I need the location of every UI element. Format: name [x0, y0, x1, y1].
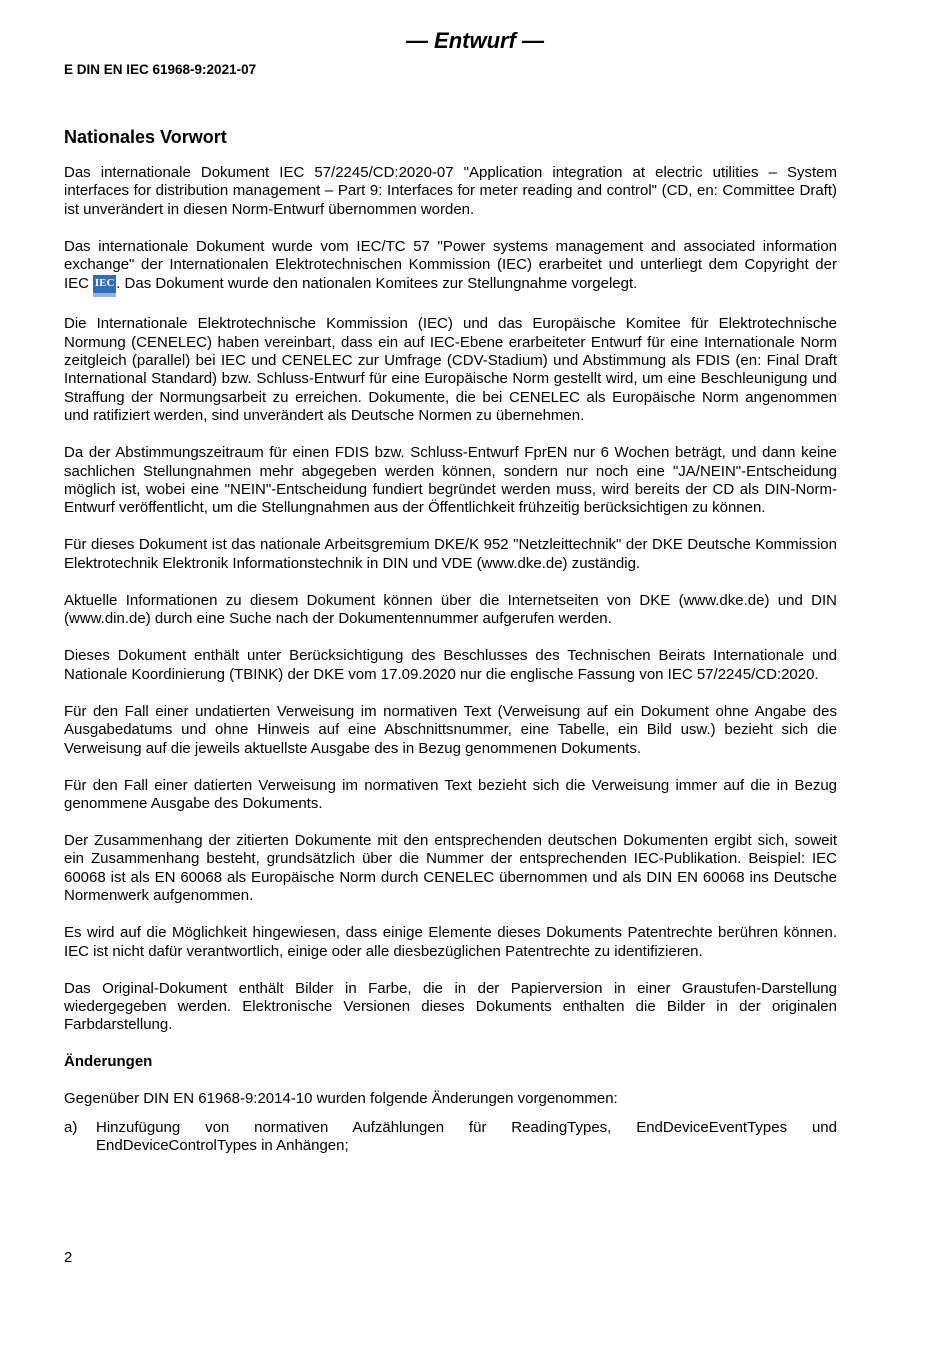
paragraph-2-text-start: Das internationale Dokument wurde vom IEC/TC 57 "Power systems management and associated information exchange" der Internationalen Elektrotechnischen Kommission (IEC) erarbeitet und unterliegt dem Copyright der IEC	[64, 237, 837, 292]
paragraph-11: Es wird auf die Möglichkeit hingewiesen, dass einige Elemente dieses Dokuments Patentrechte berühren können. IEC ist nicht dafür verantwortlich, einige oder alle diesbezüglichen Patentrechte zu identifizieren.	[64, 924, 837, 960]
paragraph-12: Das Original-Dokument enthält Bilder in Farbe, die in der Papierversion in einer Graustufen-Darstellung wiedergegeben werden. Elektronische Versionen dieses Dokuments enthalten die Bilder in der originalen Farbdarstellung.	[64, 979, 837, 1034]
iec-logo-icon: IEC	[93, 275, 116, 297]
changes-title: Änderungen	[64, 1053, 153, 1071]
paragraph-10: Der Zusammenhang der zitierten Dokumente mit den entsprechenden deutschen Dokumenten ergibt sich, soweit ein Zusammenhang besteht, grundsätzlich über die Nummer der entsprechenden IEC-Publikation. Beispiel: IEC 60068 ist als EN 60068 als Europäische Norm durch CENELEC übernommen und als DIN EN 60068 ins Deutsche Normenwerk aufgenommen.	[64, 831, 837, 905]
paragraph-1: Das internationale Dokument IEC 57/2245/CD:2020-07 "Application integration at electric utilities – System interfaces for distribution management – Part 9: Interfaces for meter reading and control" (CD, en: Committee Draft) ist unverändert in diesen Norm-Entwurf übernommen worden.	[64, 164, 837, 218]
paragraph-2	[64, 238, 837, 297]
paragraph-4: Da der Abstimmungszeitraum für einen FDIS bzw. Schluss-Entwurf FprEN nur 6 Wochen beträgt, und dann keine sachlichen Stellungnahmen mehr abgegeben werden können, sondern nur noch eine "JA/NEIN"-Entscheidung möglich ist, wobei eine "NEIN"-Entscheidung fundiert begründet werden muss, wird bereits der CD als DIN-Norm-Entwurf veröffentlicht, um die Stellungnahmen aus der Öffentlichkeit frühzeitig berücksichtigen zu können.	[64, 444, 837, 517]
paragraph-5: Für dieses Dokument ist das nationale Arbeitsgremium DKE/K 952 "Netzleittechnik" der DKE Deutsche Kommission Elektrotechnik Elektronik Informationstechnik in DIN und VDE (www.dke.de) zuständig.	[64, 536, 837, 572]
list-item-text: Hinzufügung von normativen Aufzählungen für ReadingTypes, EndDeviceEventTypes und EndDeviceControlTypes in Anhängen;	[96, 1118, 837, 1155]
paragraph-7: Dieses Dokument enthält unter Berücksichtigung des Beschlusses des Technischen Beirats Internationale und Nationale Koordinierung (TBINK) der DKE vom 17.09.2020 nur die englische Fassung von IEC 57/2245/CD:2020.	[64, 647, 837, 683]
document-body	[64, 126, 837, 1156]
document-number: E DIN EN IEC 61968-9:2021-07	[64, 62, 257, 77]
paragraph-2-text-end: . Das Dokument wurde den nationalen Komitees zur Stellungnahme vorgelegt.	[116, 274, 638, 292]
paragraph-6: Aktuelle Informationen zu diesem Dokument können über die Internetseiten von DKE (www.dke.de) und DIN (www.din.de) durch eine Suche nach der Dokumentennummer aufgerufen werden.	[64, 591, 837, 628]
paragraph-8: Für den Fall einer undatierten Verweisung im normativen Text (Verweisung auf ein Dokument ohne Angabe des Ausgabedatums und ohne Hinweis auf eine Abschnittsnummer, eine Tabelle, ein Bild usw.) bezieht sich die Verweisung auf die jeweils aktuellste Ausgabe des in Bezug genommenen Dokuments.	[64, 702, 837, 757]
list-item-marker: a)	[64, 1118, 78, 1136]
list-item	[64, 1119, 837, 1156]
changes-intro: Gegenüber DIN EN 61968-9:2014-10 wurden folgende Änderungen vorgenommen:	[64, 1090, 618, 1108]
paragraph-3: Die Internationale Elektrotechnische Kommission (IEC) und das Europäische Komitee für Elektrotechnische Normung (CENELEC) haben vereinbart, dass ein auf IEC-Ebene erarbeiteter Entwurf für eine Internationale Norm zeitgleich (parallel) bei IEC und CENELEC zur Umfrage (CDV-Stadium) und Abstimmung als FDIS (en: Final Draft International Standard) bzw. Schluss-Entwurf für eine Europäische Norm gestellt wird, um eine Beschleunigung und Straffung der Normungsarbeit zu erreichen. Dokumente, die bei CENELEC als Europäische Norm angenommen und ratifiziert werden, sind unverändert als Deutsche Normen zu übernehmen.	[64, 315, 837, 425]
paragraph-9: Für den Fall einer datierten Verweisung im normativen Text bezieht sich die Verweisung immer auf die in Bezug genommene Ausgabe des Dokuments.	[64, 776, 837, 812]
section-title: Nationales Vorwort	[64, 127, 227, 147]
draft-watermark-label: — Entwurf —	[405, 28, 545, 53]
page-number: 2	[64, 1249, 73, 1266]
